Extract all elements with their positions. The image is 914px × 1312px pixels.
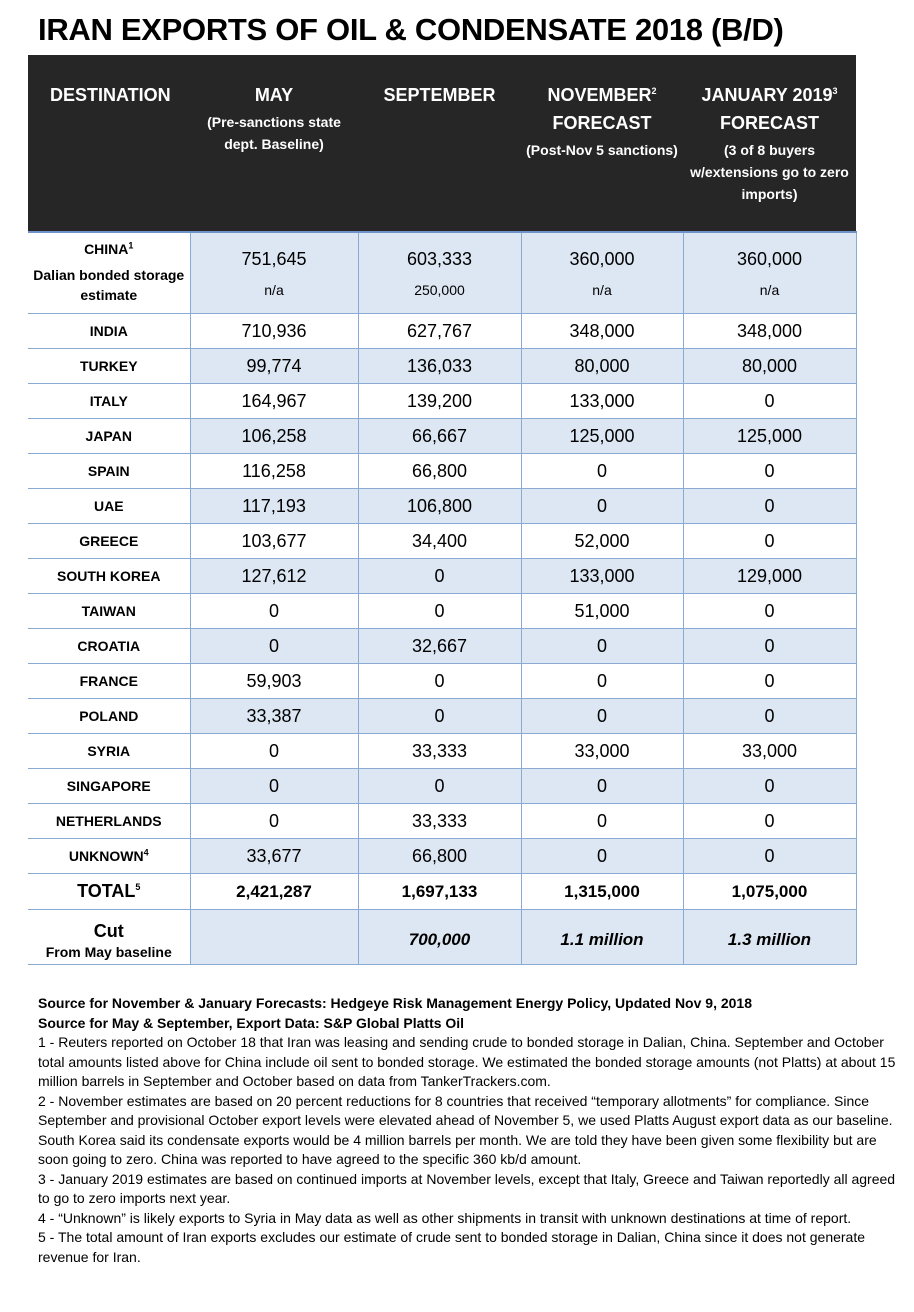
- exports-table: [28, 55, 857, 965]
- header-may-label: MAY: [254, 85, 294, 105]
- cell-jan: 33,000: [683, 734, 856, 769]
- cell-may: 710,936: [190, 314, 358, 349]
- row-name-cell: [28, 349, 190, 384]
- row-name-cell: [28, 804, 190, 839]
- source-forecasts: Source for November & January Forecasts: Hedgeye Risk Management Energy Policy, Updated Nov 9, 2018: [38, 995, 752, 1011]
- table-row: [28, 349, 856, 384]
- china-nov: 360,000: [569, 248, 635, 269]
- total-name: TOTAL: [77, 881, 136, 901]
- table-row: [28, 734, 856, 769]
- cell-may: 106,258: [190, 419, 358, 454]
- table-row: [28, 664, 856, 699]
- cell-nov: 133,000: [521, 384, 683, 419]
- header-november: [521, 55, 683, 232]
- cut-sub: From May baseline: [45, 943, 172, 960]
- table-row: [28, 629, 856, 664]
- cell-nov: 0: [521, 664, 683, 699]
- row-name-cell: [28, 734, 190, 769]
- cell-sep: 136,033: [358, 349, 521, 384]
- china-sep: 603,333: [406, 248, 473, 269]
- cell-jan: 0: [683, 839, 856, 874]
- page-title: IRAN EXPORTS OF OIL & CONDENSATE 2018 (B/D): [38, 12, 784, 47]
- cell-may: 103,677: [190, 524, 358, 559]
- cell-sep: 66,667: [358, 419, 521, 454]
- table-row-china: [28, 232, 856, 314]
- cut-name: Cut: [93, 920, 124, 941]
- cell-jan: 125,000: [683, 419, 856, 454]
- cell-jan: 0: [683, 594, 856, 629]
- cell-nov: 52,000: [521, 524, 683, 559]
- cell-sep: 0: [358, 769, 521, 804]
- row-name: INDIA: [89, 323, 128, 339]
- cell-nov: 33,000: [521, 734, 683, 769]
- table-row: [28, 804, 856, 839]
- row-name-cell: [28, 419, 190, 454]
- table-row: [28, 384, 856, 419]
- header-november-sub: (Post-Nov 5 sanctions): [526, 142, 678, 158]
- cell-nov: 0: [521, 629, 683, 664]
- row-name: POLAND: [79, 708, 139, 724]
- cell-may: 33,677: [190, 839, 358, 874]
- row-name-cell: [28, 594, 190, 629]
- china-jan: 360,000: [736, 248, 803, 269]
- row-name-cell: [28, 489, 190, 524]
- header-november-label: NOVEMBER: [547, 85, 652, 105]
- cell-jan: 0: [683, 454, 856, 489]
- row-name: NETHERLANDS: [55, 813, 162, 829]
- source-export-data: Source for May & September, Export Data: S&P Global Platts Oil: [38, 1014, 465, 1031]
- cell-jan: 129,000: [683, 559, 856, 594]
- cell-nov: 0: [521, 804, 683, 839]
- cell-may: 0: [190, 629, 358, 664]
- china-footnote: 1: [128, 240, 134, 251]
- table-row: [28, 699, 856, 734]
- row-name-cell: [28, 559, 190, 594]
- total-row: [28, 874, 856, 910]
- cell-nov: 133,000: [521, 559, 683, 594]
- cell-jan: 0: [683, 769, 856, 804]
- total-name-cell: [28, 874, 190, 910]
- cell-may: 127,612: [190, 559, 358, 594]
- row-name: SYRIA: [87, 743, 131, 759]
- row-name-cell: [28, 384, 190, 419]
- cut-nov: 1.1 million: [521, 910, 683, 965]
- row-name: CROATIA: [77, 638, 141, 654]
- header-january: [683, 55, 856, 232]
- cell-sep: 0: [358, 664, 521, 699]
- cell-may: 99,774: [190, 349, 358, 384]
- header-november-forecast: FORECAST: [552, 113, 652, 133]
- cell-may: 0: [190, 594, 358, 629]
- cell-may: 116,258: [190, 454, 358, 489]
- table-row: [28, 839, 856, 874]
- cell-sep: 139,200: [358, 384, 521, 419]
- cut-sep: 700,000: [358, 910, 521, 965]
- row-name: TURKEY: [79, 358, 138, 374]
- cell-may: 0: [190, 734, 358, 769]
- table-row: [28, 489, 856, 524]
- cell-jan: 80,000: [683, 349, 856, 384]
- cell-jan: 0: [683, 629, 856, 664]
- cell-may: 59,903: [190, 664, 358, 699]
- cell-nov: 51,000: [521, 594, 683, 629]
- table-row: [28, 594, 856, 629]
- china-nov-sub: n/a: [592, 281, 612, 298]
- row-name-china: [28, 232, 190, 314]
- cell-jan: 0: [683, 489, 856, 524]
- row-name-cell: [28, 839, 190, 874]
- cut-row: [28, 910, 856, 965]
- cell-jan: 0: [683, 664, 856, 699]
- table-row: [28, 419, 856, 454]
- header-november-footnote: 2: [651, 86, 657, 96]
- cut-may: [190, 910, 358, 965]
- cell-sep: 627,767: [358, 314, 521, 349]
- table-row: [28, 559, 856, 594]
- header-september-label: SEPTEMBER: [383, 85, 496, 105]
- header-destination-label: DESTINATION: [50, 85, 171, 105]
- row-name-cell: [28, 454, 190, 489]
- cell-may: 117,193: [190, 489, 358, 524]
- row-name: UAE: [93, 498, 124, 514]
- cell-nov: 0: [521, 454, 683, 489]
- china-may-sub: n/a: [264, 281, 284, 298]
- cell-sep: 33,333: [358, 804, 521, 839]
- row-footnote: 4: [143, 847, 149, 858]
- row-name-cell: [28, 629, 190, 664]
- row-name-cell: [28, 664, 190, 699]
- china-nov-cell: [521, 232, 683, 314]
- cell-nov: 0: [521, 769, 683, 804]
- cell-sep: 66,800: [358, 454, 521, 489]
- cell-sep: 106,800: [358, 489, 521, 524]
- footnote-4: 4 - “Unknown” is likely exports to Syria in May data as well as other shipments in transit with unknown destinations at time of report.: [38, 1209, 852, 1226]
- cut-jan: 1.3 million: [683, 910, 856, 965]
- cell-nov: 348,000: [521, 314, 683, 349]
- total-jan: 1,075,000: [683, 874, 856, 910]
- cell-sep: 32,667: [358, 629, 521, 664]
- header-january-footnote: 3: [832, 86, 838, 96]
- row-name: ITALY: [89, 393, 128, 409]
- total-sep: 1,697,133: [358, 874, 521, 910]
- footnote-3: 3 - January 2019 estimates are based on continued imports at November levels, except that Italy, Greece and Taiwan reportedly all agreed to go to zero imports next year.: [38, 1170, 896, 1206]
- china-may-cell: [190, 232, 358, 314]
- cell-sep: 66,800: [358, 839, 521, 874]
- header-september: [358, 55, 521, 232]
- row-name: JAPAN: [85, 428, 132, 444]
- cell-jan: 0: [683, 524, 856, 559]
- footnote-5: 5 - The total amount of Iran exports excludes our estimate of crude sent to bonded storage in Dalian, China since it does not generate revenue for Iran.: [38, 1229, 866, 1265]
- table-row: [28, 524, 856, 559]
- row-name-cell: [28, 769, 190, 804]
- cell-nov: 0: [521, 489, 683, 524]
- cell-jan: 0: [683, 804, 856, 839]
- china-jan-sub: n/a: [759, 281, 780, 298]
- china-may: 751,645: [241, 248, 307, 269]
- total-footnote: 5: [135, 882, 141, 892]
- china-name: CHINA: [84, 241, 129, 257]
- header-january-forecast: FORECAST: [720, 113, 819, 133]
- header-january-sub: (3 of 8 buyers w/extensions go to zero imports): [690, 142, 849, 202]
- cell-sep: 0: [358, 699, 521, 734]
- cell-sep: 0: [358, 594, 521, 629]
- cell-nov: 0: [521, 839, 683, 874]
- table-header-row: [28, 55, 856, 232]
- header-destination: [28, 55, 190, 232]
- table-row: [28, 314, 856, 349]
- cell-may: 164,967: [190, 384, 358, 419]
- row-name: TAIWAN: [81, 603, 136, 619]
- row-name-cell: [28, 699, 190, 734]
- cell-may: 0: [190, 804, 358, 839]
- cell-sep: 33,333: [358, 734, 521, 769]
- cell-may: 33,387: [190, 699, 358, 734]
- table-row: [28, 769, 856, 804]
- china-subname: Dalian bonded storage estimate: [33, 267, 185, 303]
- row-name: SOUTH KOREA: [57, 568, 161, 584]
- cell-jan: 348,000: [683, 314, 856, 349]
- footnote-2: 2 - November estimates are based on 20 percent reductions for 8 countries that received “temporary allotments” for compliance. Since September and provisional October export levels were elevated ahead of November 5, we used Platts August export data as our baseline. South Korea said its condensate exports would be 4 million barrels per month. We are told they have been given some flexibility but are soon going to zero. China was reported to have agreed to the specific 360 kb/d amount.: [38, 1092, 893, 1167]
- total-may: 2,421,287: [190, 874, 358, 910]
- china-sep-cell: [358, 232, 521, 314]
- cell-nov: 0: [521, 699, 683, 734]
- china-jan-cell: [683, 232, 856, 314]
- row-name: SINGAPORE: [66, 778, 151, 794]
- cell-may: 0: [190, 769, 358, 804]
- cell-sep: 0: [358, 559, 521, 594]
- footnotes: [38, 994, 904, 1267]
- cell-nov: 125,000: [521, 419, 683, 454]
- cut-name-cell: [28, 910, 190, 965]
- header-january-label: JANUARY 2019: [701, 85, 833, 105]
- cell-jan: 0: [683, 384, 856, 419]
- row-name-cell: [28, 314, 190, 349]
- header-may-sub: (Pre-sanctions state dept. Baseline): [207, 114, 341, 152]
- cell-sep: 34,400: [358, 524, 521, 559]
- row-name: SPAIN: [87, 463, 130, 479]
- row-name-cell: [28, 524, 190, 559]
- header-may: [190, 55, 358, 232]
- footnote-1: 1 - Reuters reported on October 18 that Iran was leasing and sending crude to bonded storage in Dalian, China. September and October total amounts listed above for China include oil sent to bonded storage. We estimated the bonded storage amounts (not Platts) at about 15 million barrels in September and October based on data from TankerTrackers.com.: [38, 1034, 896, 1089]
- cell-nov: 80,000: [521, 349, 683, 384]
- cell-jan: 0: [683, 699, 856, 734]
- total-nov: 1,315,000: [521, 874, 683, 910]
- table-row: [28, 454, 856, 489]
- row-name: UNKNOWN: [68, 848, 144, 864]
- row-name: GREECE: [79, 533, 139, 549]
- china-sep-sub: 250,000: [414, 281, 465, 298]
- row-name: FRANCE: [79, 673, 138, 689]
